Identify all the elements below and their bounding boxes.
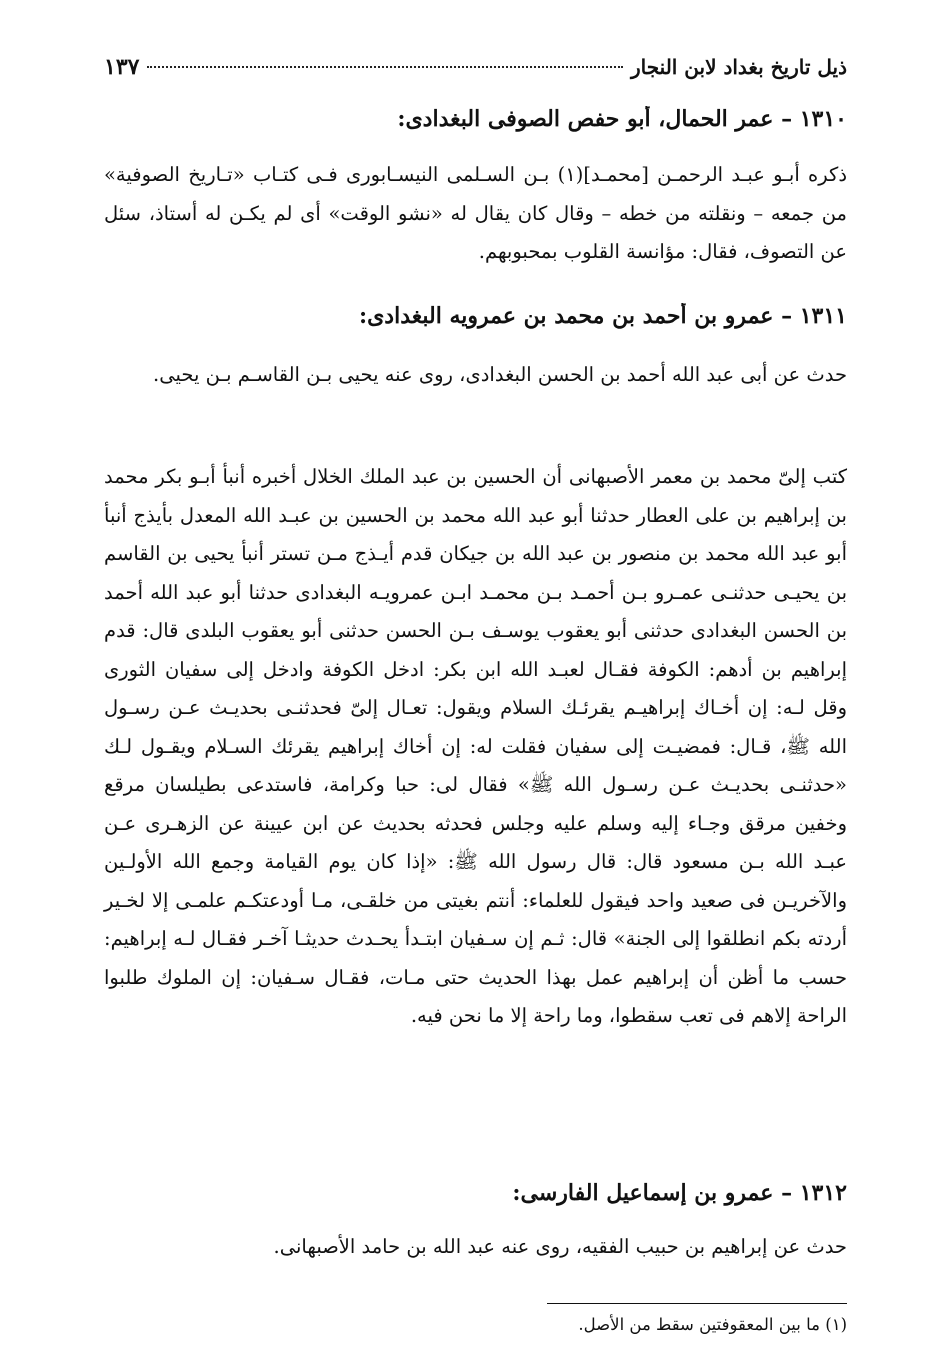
entry-1311-paragraph-1: حدث عن أبى عبد الله أحمد بن الحسن البغدادى، روى عنه يحيى بـن القاسـم بـن يحيى. [153, 363, 847, 386]
entry-1311-paragraph-2: كتب إلىّ محمد بن معمر الأصبهانى أن الحسين بن عبد الملك الخلال أخبره أنبأ أبـو بكر محمد بن إبراهيم بن على العطار حدثنا أبو عبد الله محمد بن الحسين بن عبـد الله المعدل بأيذج أنبأ أبو عبد الله محمد بن منصور بن عبد الله بن جيكان قدم أيـذج مـن تستر أنبأ يحيى بن القاسم بن يحيـى حدثنـى عمـرو بـن أحمـد بـن محمـد ابـن عمرويـه البغدادى حدثنا أبو عبد الله أحمد بن الحسن البغدادى حدثنى أبو يعقوب يوسـف بـن الحسن حدثنى أبو يعقوب البلدى قال: قدم إبراهيم بن أدهم: الكوفة فقـال لعبـد الله ابن بكر: ادخل الكوفة وادخل إلى سفيان الثورى وقل لـه: إن أخـاك إبراهيـم يقرئـك السلام ويقول: تعـال إلىّ فحدثنـى بحديـث عـن رسـول الله ﷺ، قـال: فمضيـت إلى سفيان فقلت له: إن أخاك إبراهيم يقرئك السـلام ويقـول لـك «حدثنـى بحديـث عـن رسـول الله ﷺ» فقال لى: حبا وكرامة، فاستدعى بطيلسان مرقع وخفين مرقق وجـاء إليه وسلم عليه وجلس فحدثه بحديث عن ابن عيينة عن الزهـرى عـن عبـد الله بـن مسعود قال: قال رسول الله ﷺ: «إذا كان يوم القيامة وجمع الله الأولـين والآخريـن فى صعيد واحد فيقول للعلماء: أنتم بغيتى من خلقـى، مـا أودعتكـم علمـى إلا لخـير أردته بكم انطلقوا إلى الجنة» قال: ثـم إن سـفيان ابتـدأ يحـدث حديثـا آخـر فقـال لـه إبراهيم: حسب ما أظن أن إبراهيم عمل بهذا الحديث حتى مـات، فقـال سـفيان: إن الملوك طلبوا الراحة إلاهم فى تعب سقطوا، وما راحة إلا ما نحن فيه. [104, 465, 847, 1027]
entry-heading-1311: ١٣١١ – عمرو بن أحمد بن محمد بن عمرويه البغدادى: [358, 303, 847, 329]
entry-heading-1312: ١٣١٢ – عمرو بن إسماعيل الفارسى: [512, 1180, 847, 1206]
footnote-divider [547, 1303, 847, 1304]
running-header [104, 54, 847, 94]
dot-leader [147, 66, 623, 68]
footnote-1: (١) ما بين المعقوفتين سقط من الأصل. [578, 1315, 847, 1334]
page-number: ١٣٧ [104, 54, 140, 80]
running-title: ذيل تاريخ بغداد لابن النجار [631, 55, 847, 79]
entry-heading-1310: ١٣١٠ – عمر الحمال، أبو حفص الصوفى البغدادى: [397, 106, 847, 132]
entry-1312-paragraph: حدث عن إبراهيم بن حبيب الفقيه، روى عنه عبد الله بن حامد الأصبهانى. [273, 1235, 847, 1258]
entry-1310-paragraph: ذكره أبـو عبـد الرحمـن [محمـد](١) بـن السـلمى النيسـابورى فـى كتـاب «تـاريخ الصوفية» من جمعه – ونقلته من خطه – وقال كان يقال له «نشو الوقت» أى لم يكـن له أستاذ، سئل عن التصوف، فقال: مؤانسة القلوب بمحبوبهم. [104, 163, 847, 263]
